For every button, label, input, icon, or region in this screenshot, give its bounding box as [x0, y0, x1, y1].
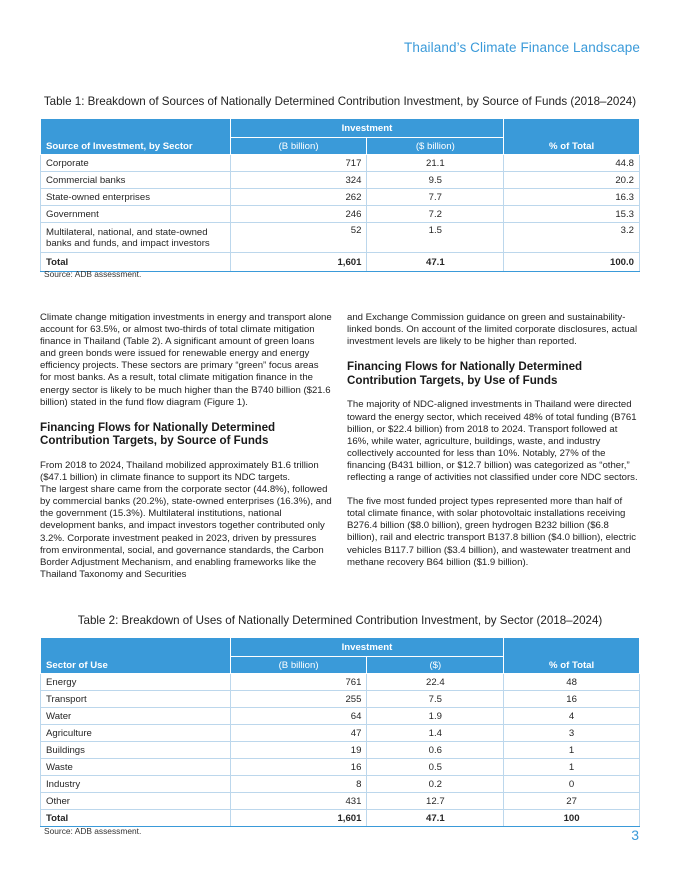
- table-cell: 1.5: [367, 223, 504, 253]
- table-cell: 1.9: [367, 708, 504, 725]
- table-cell: 1,601: [230, 253, 367, 272]
- table-cell: 246: [230, 206, 367, 223]
- table2-group-header: Investment: [230, 638, 504, 657]
- table-cell: 8: [230, 776, 367, 793]
- table-cell: 21.1: [367, 155, 504, 172]
- table-cell: 44.8: [504, 155, 640, 172]
- table-row: [41, 155, 640, 172]
- table-cell: 48: [504, 674, 640, 691]
- body-column-right: [347, 312, 639, 581]
- table1-col-header-pct: % of Total: [504, 119, 640, 155]
- table-cell: Corporate: [41, 155, 231, 172]
- table-cell: 1: [504, 742, 640, 759]
- table-cell: Other: [41, 793, 231, 810]
- table-cell: Buildings: [41, 742, 231, 759]
- table1-col-header-usd: ($ billion): [367, 138, 504, 155]
- table1-caption: Table 1: Breakdown of Sources of Nationally Determined Contribution Investment, by Source of Funds (2018–2024): [43, 95, 637, 108]
- table-cell: Total: [41, 253, 231, 272]
- body-column-left: [40, 312, 332, 593]
- table-row: [41, 759, 640, 776]
- table-cell: 27: [504, 793, 640, 810]
- table-cell: 52: [230, 223, 367, 253]
- table-cell: State-owned enterprises: [41, 189, 231, 206]
- table-row: [41, 793, 640, 810]
- table-cell: Waste: [41, 759, 231, 776]
- table-cell: 16: [230, 759, 367, 776]
- table1-group-header: Investment: [230, 119, 504, 138]
- table-cell: Total: [41, 810, 231, 827]
- table2-col-header-baht: (B billion): [230, 657, 367, 674]
- table-row: [41, 172, 640, 189]
- table-row: [41, 776, 640, 793]
- table-row: [41, 674, 640, 691]
- table-cell: 431: [230, 793, 367, 810]
- table-cell: 7.2: [367, 206, 504, 223]
- table-cell: 3: [504, 725, 640, 742]
- table-row: [41, 206, 640, 223]
- table-cell: Multilateral, national, and state-owned banks and funds, and impact investors: [41, 223, 231, 253]
- table-row: [41, 742, 640, 759]
- table-cell: 19: [230, 742, 367, 759]
- table-cell: 100: [504, 810, 640, 827]
- paragraph: The majority of NDC-aligned investments in Thailand were directed toward the energy sector, which received 48% of total funding (B761 billion, or $22.4 billion) from 2018 to 2024. Transport followed at 16%, while water, agriculture, buildings, waste, and industry collectively accounted for less than 10%. Notably, 27% of the financing (B431 billion, or $12.7 billion) was categorized as “other,” reflecting a range of activities not classified under core NDC sectors.: [347, 399, 638, 484]
- table-cell: Transport: [41, 691, 231, 708]
- table-row-total: [41, 810, 640, 827]
- table-cell: Industry: [41, 776, 231, 793]
- section-heading: Financing Flows for Nationally Determined Contribution Targets, by Source of Funds: [40, 420, 276, 448]
- table-cell: 47: [230, 725, 367, 742]
- table-cell: 20.2: [504, 172, 640, 189]
- table-cell: 4: [504, 708, 640, 725]
- table-cell: 22.4: [367, 674, 504, 691]
- table1-col-header-baht: (B billion): [230, 138, 367, 155]
- table1: [40, 118, 640, 272]
- table-cell: 12.7: [367, 793, 504, 810]
- table2-col-header-usd: ($): [367, 657, 504, 674]
- table-cell: 717: [230, 155, 367, 172]
- paragraph: The largest share came from the corporate sector (44.8%), followed by commercial banks (20.2%), state-owned enterprises (16.3%), and the government (15.3%). Multilateral institutions, national development banks, and impact investors together contributed only 3.2%. Corporate investment peaked in 2023, driven by pressures from environmental, social, and governance standards, the Carbon Border Adjustment Mechanism, and enabling frameworks like the Thailand Taxonomy and Securities: [40, 484, 332, 580]
- table-cell: 1,601: [230, 810, 367, 827]
- table-cell: 255: [230, 691, 367, 708]
- paragraph: Climate change mitigation investments in energy and transport alone account for 63.5%, or almost two-thirds of total climate mitigation finance in Thailand (Table 2). A significant amount of green loans and green bonds were issued for renewable energy and energy efficiency projects. These sectors are primary “green” focus areas for most banks. As a result, total climate mitigation finance in the energy sector is likely to be much higher than the B740 billion ($21.6 billion) stated in the fund flow diagram (Figure 1).: [40, 312, 332, 408]
- table-row: [41, 691, 640, 708]
- page-number: 3: [631, 827, 639, 843]
- table-row: [41, 708, 640, 725]
- table-row: [41, 725, 640, 742]
- table-cell: Agriculture: [41, 725, 231, 742]
- table-cell: Government: [41, 206, 231, 223]
- paragraph: From 2018 to 2024, Thailand mobilized approximately B1.6 trillion ($47.1 billion) in climate finance to support its NDC targets.: [40, 459, 319, 484]
- table-cell: 761: [230, 674, 367, 691]
- table-cell: 3.2: [504, 223, 640, 253]
- table2-col-header-pct: % of Total: [504, 638, 640, 674]
- table-cell: 7.5: [367, 691, 504, 708]
- table-cell: Water: [41, 708, 231, 725]
- table-cell: 16: [504, 691, 640, 708]
- table-cell: 47.1: [367, 253, 504, 272]
- table-cell: 0.5: [367, 759, 504, 776]
- section-heading: Financing Flows for Nationally Determined Contribution Targets, by Use of Funds: [347, 360, 583, 387]
- table-cell: 1.4: [367, 725, 504, 742]
- table-cell: 16.3: [504, 189, 640, 206]
- table2-col-header-sector: Sector of Use: [41, 638, 231, 674]
- table-cell: 0.2: [367, 776, 504, 793]
- table2-source-note: Source: ADB assessment.: [44, 826, 142, 836]
- table-cell: Commercial banks: [41, 172, 231, 189]
- table-cell: 47.1: [367, 810, 504, 827]
- table-row: [41, 223, 640, 253]
- table-cell: 262: [230, 189, 367, 206]
- table-cell: 7.7: [367, 189, 504, 206]
- table-cell: 9.5: [367, 172, 504, 189]
- table1-col-header-source: Source of Investment, by Sector: [41, 119, 231, 155]
- paragraph: and Exchange Commission guidance on green and sustainability-linked bonds. On account of the limited corporate disclosures, actual investment levels are likely to be higher than reported.: [347, 312, 638, 348]
- table2: [40, 637, 640, 827]
- table-cell: 0.6: [367, 742, 504, 759]
- table-cell: 15.3: [504, 206, 640, 223]
- table-cell: 1: [504, 759, 640, 776]
- table-cell: 64: [230, 708, 367, 725]
- table-cell: 0: [504, 776, 640, 793]
- table-cell: 100.0: [504, 253, 640, 272]
- running-header-title: Thailand’s Climate Finance Landscape: [404, 40, 640, 55]
- table-row: [41, 189, 640, 206]
- paragraph: The five most funded project types represented more than half of total climate finance, with solar photovoltaic installations receiving B276.4 billion ($8.0 billion), green hydrogen B232 billion ($6.8 billion), rail and electric transport B137.8 billion ($4.0 billion), electric vehicles B117.7 billion ($3.4 billion), and wastewater treatment and methane recovery B64 billion ($1.9 billion).: [347, 496, 637, 568]
- table-cell: 324: [230, 172, 367, 189]
- table1-source-note: Source: ADB assessment.: [44, 269, 142, 279]
- table2-caption: Table 2: Breakdown of Uses of Nationally Determined Contribution Investment, by Sector (2018–2024): [77, 614, 603, 627]
- table-cell: Energy: [41, 674, 231, 691]
